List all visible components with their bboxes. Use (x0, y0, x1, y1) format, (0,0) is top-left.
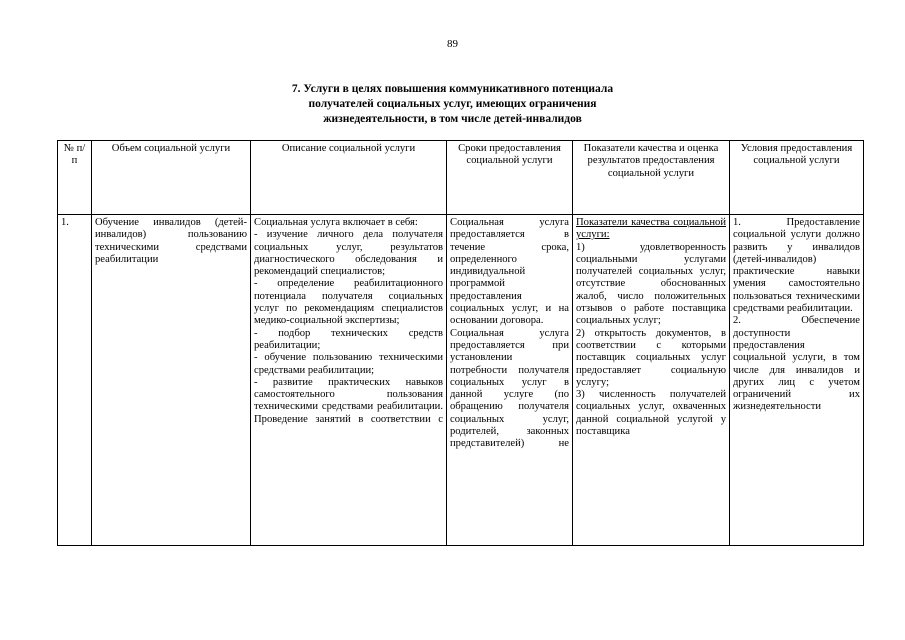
row-terms (447, 215, 573, 546)
description-paragraph: Социальная услуга включает в себя: (254, 217, 418, 228)
description-paragraph: - развитие практических навыков самостоятельного пользования техническими средствами реабилитации. Проведение занятий в соответствии с (254, 376, 443, 425)
section-title (150, 82, 755, 127)
header-terms: Сроки предоставления социальной услуги (447, 141, 573, 215)
row-conditions (730, 215, 864, 546)
section-title-line-2: получателей социальных услуг, имеющих ограничения (308, 98, 597, 110)
conditions-paragraph: 2. Обеспечение доступности предоставления социальной услуги, в том числе для инвалидов и других лиц с учетом ограничений их жизнедеятельности (733, 315, 860, 413)
row-volume: Обучение инвалидов (детей-инвалидов) пользованию техническими средствами реабилитации (92, 215, 251, 546)
row-description (251, 215, 447, 546)
header-volume: Объем социальной услуги (92, 141, 251, 215)
page-number: 89 (447, 38, 458, 50)
terms-paragraph: Социальная услуга предоставляется при установлении потребности получателя социальных услуг в данной услуге (по обращению получателя социальных услуг, родителей, законных представителей) не (450, 327, 569, 450)
quality-item: 2) открытость документов, в соответствии с которыми поставщик социальных услуг предоставляет социальную услугу; (576, 327, 726, 388)
conditions-paragraph: 1. Предоставление социальной услуги должно развить у инвалидов (детей-инвалидов) практические навыки умения самостоятельно пользоваться техническими средствами реабилитации. (733, 217, 860, 315)
quality-heading: Показатели качества социальной услуги: (576, 217, 726, 241)
description-paragraph: - обучение пользованию техническими средствами реабилитации; (254, 352, 443, 376)
header-quality: Показатели качества и оценка результатов предоставления социальной услуги (573, 141, 730, 215)
table-row (58, 215, 864, 546)
terms-paragraph: Социальная услуга предоставляется в течение срока, определенного индивидуальной программой предоставления социальных услуг, и на основании договора. (450, 217, 569, 327)
section-title-line-3: жизнедеятельности, в том числе детей-инвалидов (323, 113, 582, 125)
row-number: 1. (58, 215, 92, 546)
header-number: № п/п (58, 141, 92, 215)
header-description: Описание социальной услуги (251, 141, 447, 215)
services-table (57, 140, 864, 546)
row-quality (573, 215, 730, 546)
section-title-line-1: 7. Услуги в целях повышения коммуникативного потенциала (291, 83, 614, 95)
header-conditions: Условия предоставления социальной услуги (730, 141, 864, 215)
description-paragraph: - подбор технических средств реабилитации; (254, 327, 443, 351)
quality-item: 1) удовлетворенность социальными услугами получателей социальных услуг, отсутствие обоснованных жалоб, число положительных отзывов о работе поставщика социальных услуг; (576, 241, 726, 327)
table-header-row (58, 141, 864, 215)
description-paragraph: - определение реабилитационного потенциала получателя социальных услуг по рекомендациям специалистов медико-социальной экспертизы; (254, 278, 443, 327)
description-paragraph: - изучение личного дела получателя социальных услуг, результатов диагностического обследования и рекомендаций специалистов; (254, 229, 443, 278)
quality-item: 3) численность получателей социальных услуг, охваченных данной социальной услугой у поставщика (576, 389, 726, 438)
